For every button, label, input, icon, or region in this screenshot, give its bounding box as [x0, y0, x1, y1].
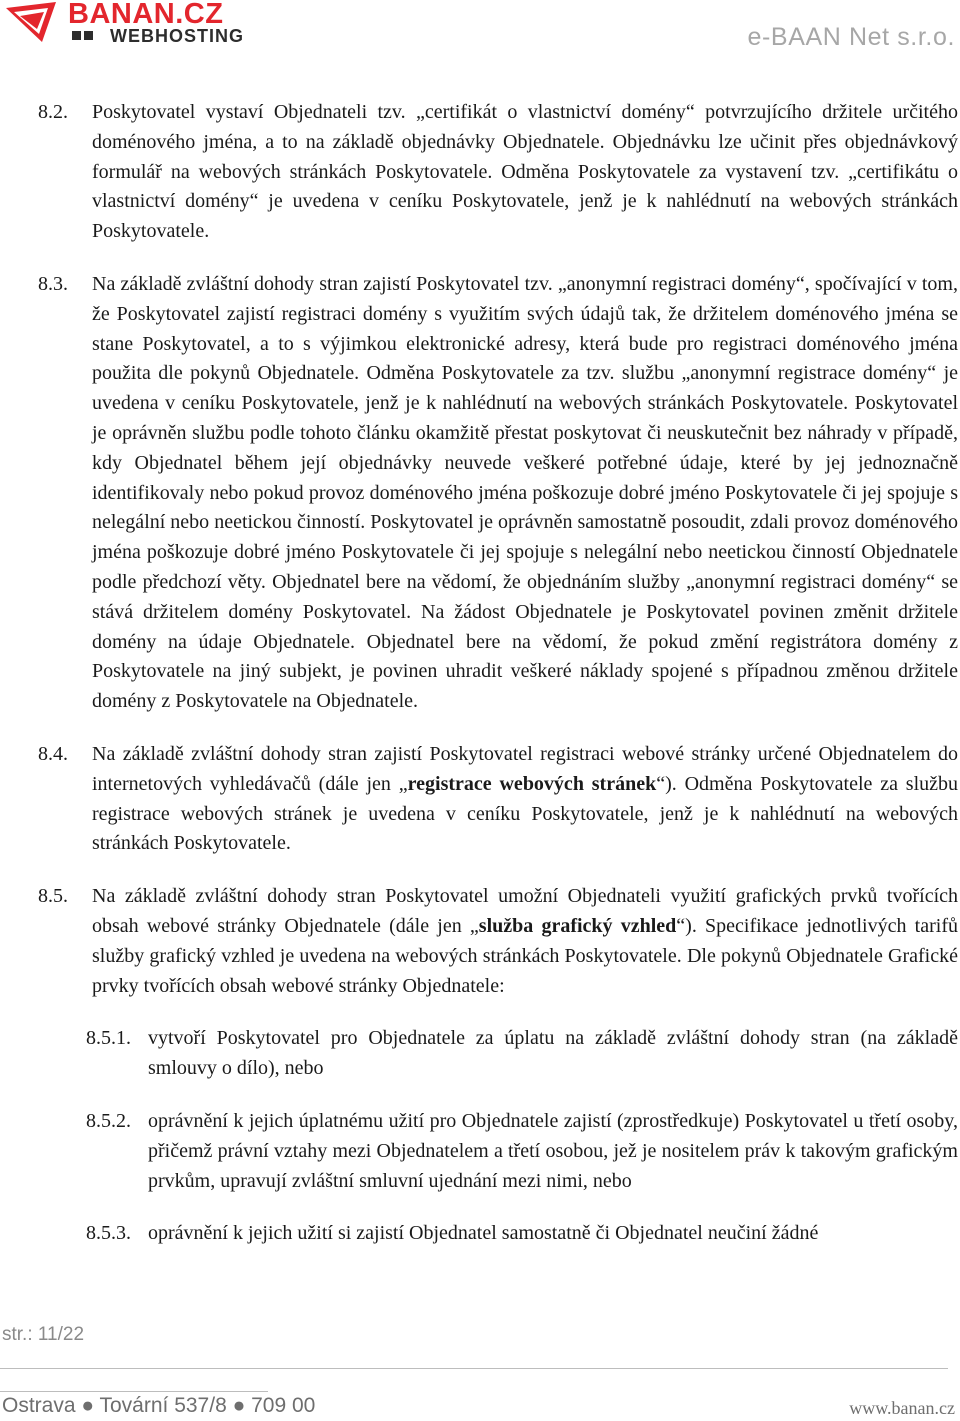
logo-subtitle: WEBHOSTING	[110, 26, 244, 46]
page-number: str.: 11/22	[2, 1324, 85, 1345]
clause-text: Na základě zvláštní dohody stran zajistí Poskytovatel tzv. „anonymní registraci domény“, spočívající v tom, že Poskytovatel zajistí registraci domény s využitím svých údajů tak, že držitelem doménového jména se stane Poskytovatel, a to s výjimkou elektronické adresy, která bude pro registraci doménového jména použita dle pokynů Objednatele. Odměna Poskytovatele za tzv. službu „anonymní registrace domény“ je uvedena v ceníku Poskytovatele, jenž je k nahlédnutí na webových stránkách Poskytovatele. Poskytovatel je oprávněn službu podle tohoto článku okamžitě přestat poskytovat či neuskutečnit bez náhrady v případě, kdy Objednatel během její objednávky neuvede veškeré potřebné údaje, které by jej jednoznačně identifikovaly nebo pokud provoz doménového jména poškozuje dobré jméno Poskytovatele či jej spojuje s nelegální nebo neetickou činností. Poskytovatel je oprávněn samostatně posoudit, zdali provoz doménového jména poškozuje dobré jméno Poskytovatele či jej spojuje s nelegální nebo neetickou činností Objednatele podle předchozí věty. Objednatel bere na vědomí, že objednáním služby „anonymní registraci domény“ se stává držitelem domény Poskytovatel. Na žádost Objednatele je Poskytovatel povinen změnit držitele domény na údaje Objednatele. Objednatel bere na vědomí, že pokud změní registrátora domény z Poskytovatele na jiný subjekt, je povinen uhradit veškeré náklady spojené s případnou změnou držitele domény z Poskytovatele na Objednatele.	[92, 272, 958, 713]
subclause-number: 8.5.3.	[86, 1222, 131, 1245]
clause-8-5	[38, 882, 958, 1001]
clause-text-part: Na základě zvláštní dohody stran Poskytovatel umožní Objednateli využití grafických prvků tvořících obsah webové stránky Objednatele (dále jen „	[92, 885, 958, 937]
footer-address: Ostrava ● Tovární 537/8 ● 709 00	[2, 1394, 316, 1417]
clause-text	[92, 882, 958, 1001]
footer-divider-short	[0, 1391, 268, 1392]
subclause-text: vytvoří Poskytovatel pro Objednatele za úplatu na základě zvláštní dohody stran (na základě smlouvy o dílo), nebo	[148, 1027, 958, 1080]
defined-term: registrace webových stránek	[407, 772, 657, 795]
clause-number: 8.2.	[38, 101, 68, 123]
clause-text: Poskytovatel vystaví Objednateli tzv. „certifikát o vlastnictví domény“ potvrzujícího držitele určitého doménového jména, a to na základě objednávky Objednatele. Objednávku lze učinit přes objednávkový formulář na webových stránkách Poskytovatele. Odměna Poskytovatele za vystavení tzv. „certifikátu o vlastnictví domény“ je uvedena v ceníku Poskytovatele, jenž je k nahlédnutí na webových stránkách Poskytovatele.	[92, 101, 958, 243]
banan-logo	[6, 2, 246, 46]
subclause-8-5-3	[38, 1219, 958, 1249]
subclause-8-5-1	[38, 1024, 958, 1084]
clause-number: 8.3.	[38, 272, 68, 295]
subclause-text: oprávnění k jejich úplatnému užití pro Objednatele zajistí (zprostředkuje) Poskytovatel u třetí osoby, přičemž právní vztahy mezi Objednatelem a třetí osobou, jež je nositelem práv k takovým grafickým prvkům, upravují zvláštní smluvní ujednání mezi nimi, nebo	[148, 1109, 958, 1192]
subclause-number: 8.5.1.	[86, 1027, 131, 1050]
clause-8-4	[38, 740, 958, 859]
document-body	[38, 98, 958, 1249]
clause-8-2	[38, 98, 958, 247]
defined-term: služba grafický vzhled	[478, 914, 677, 937]
subclause-number: 8.5.2.	[86, 1109, 131, 1132]
clause-number: 8.4.	[38, 742, 68, 765]
company-name: e-BAAN Net s.r.o.	[747, 23, 955, 51]
clause-text-part: Na základě zvláštní dohody stran zajistí Poskytovatel registraci webové stránky určené Objednatelem do internetových vyhledávačů (dále jen „	[92, 742, 958, 795]
logo-square-icon	[84, 31, 93, 40]
subclause-text: oprávnění k jejich užití si zajistí Objednatel samostatně či Objednatel neučiní žádné	[148, 1222, 819, 1245]
footer-divider	[0, 1368, 948, 1369]
clause-text-part: “). Specifikace jednotlivých tarifů služby grafický vzhled je uvedena na webových stránkách Poskytovatele. Dle pokynů Objednatele Grafické prvky tvořících obsah webové stránky Objednatele:	[92, 914, 958, 997]
subclause-8-5-2	[38, 1107, 958, 1196]
clause-text-part: “). Odměna Poskytovatele za službu registrace webových stránek je uvedena v ceníku Poskytovatele, jenž je k nahlédnutí na webových stránkách Poskytovatele.	[92, 772, 959, 855]
banan-logo-icon	[6, 2, 64, 46]
logo-square-icon	[72, 31, 81, 40]
logo-brand-text: BANAN.CZ	[68, 0, 224, 30]
clause-number: 8.5.	[38, 885, 68, 908]
clause-8-3	[38, 270, 958, 717]
footer-website: www.banan.cz	[849, 1398, 955, 1418]
clause-text	[92, 740, 958, 859]
